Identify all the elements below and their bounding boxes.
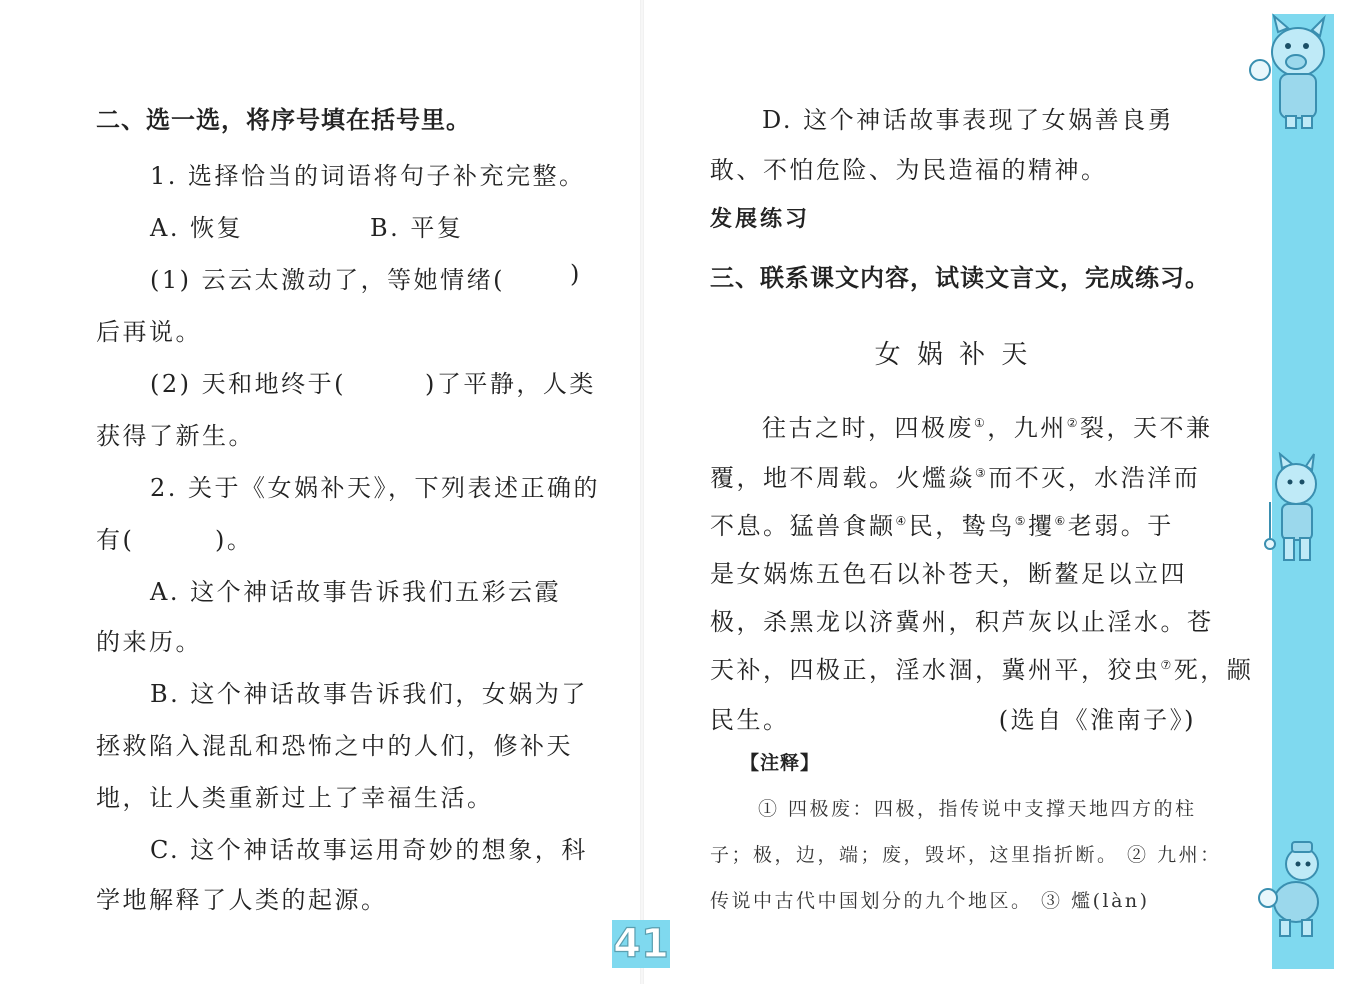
choice-b-line1: B. 这个神话故事告诉我们，女娲为了	[150, 680, 588, 708]
section-label: 发展练习	[710, 207, 811, 232]
page-gutter	[640, 0, 644, 984]
passage-line-7: 民生。 (选自《淮南子》)	[710, 700, 1196, 735]
passage-line-2: 覆，地不周载。火爁焱③而不灭，水浩洋而	[710, 464, 1201, 492]
sentence-2-part2: )了平静，人类	[425, 370, 596, 398]
page-number: 41	[613, 921, 669, 967]
sentence-1-blank-close: )	[570, 260, 582, 288]
choice-a-line1: A. 这个神话故事告诉我们五彩云霞	[150, 578, 562, 606]
passage-line-5: 极，杀黑龙以济冀州，积芦灰以止淫水。苍	[710, 608, 1214, 636]
note-line-2: 子；极，边，端；废，毁坏，这里指折断。 ② 九州：	[710, 844, 1222, 866]
choice-c-line2: 学地解释了人类的起源。	[96, 886, 388, 914]
question-2: 2. 关于《女娲补天》，下列表述正确的	[150, 474, 601, 502]
question-1: 1. 选择恰当的词语将句子补充完整。	[150, 162, 586, 190]
passage-source: (选自《淮南子》)	[998, 706, 1196, 734]
dog-mascot-icon	[1240, 836, 1332, 956]
note-line-3: 传说中古代中国划分的九个地区。 ③ 爁(làn)	[710, 890, 1150, 912]
passage-line-6: 天补，四极正，淫水涸，冀州平，狡虫⑦死，颛	[710, 656, 1254, 684]
choice-a-line2: 的来历。	[96, 628, 202, 656]
passage-line-3: 不息。猛兽食颛④民，鸷鸟⑤攫⑥老弱。于	[710, 512, 1174, 540]
question-2-blank-close: )。	[215, 526, 254, 554]
sentence-2: (2) 天和地终于(	[150, 370, 346, 398]
choice-d-line2: 敢、不怕危险、为民造福的精神。	[710, 156, 1108, 184]
option-b: B. 平复	[370, 214, 464, 242]
choice-b-line3: 地，让人类重新过上了幸福生活。	[96, 784, 494, 812]
choice-d-line1: D. 这个神话故事表现了女娲善良勇	[762, 106, 1175, 134]
choice-c-line1: C. 这个神话故事运用奇妙的想象，科	[150, 836, 588, 864]
sentence-1: (1) 云云太激动了，等她情绪(	[150, 266, 505, 294]
heading-section-2: 二、选一选，将序号填在括号里。	[96, 106, 471, 134]
passage-line-4: 是女娲炼五色石以补苍天，断鳌足以立四	[710, 560, 1187, 588]
note-line-1: ① 四极废：四极，指传说中支撑天地四方的柱	[758, 798, 1197, 820]
pig-mascot-icon	[1240, 12, 1332, 132]
option-a: A. 恢复	[150, 214, 244, 242]
notes-label: 【注释】	[740, 752, 821, 774]
passage-title: 女 娲 补 天	[874, 340, 1032, 370]
passage-line-1: 往古之时，四极废①，九州②裂，天不兼	[762, 414, 1213, 442]
sentence-1-cont: 后再说。	[96, 318, 202, 346]
choice-b-line2: 拯救陷入混乱和恐怖之中的人们，修补天	[96, 732, 573, 760]
wolf-mascot-icon	[1240, 452, 1332, 572]
question-2-blank: 有(	[96, 526, 135, 554]
sentence-2-cont: 获得了新生。	[96, 422, 255, 450]
heading-section-3: 三、联系课文内容，试读文言文，完成练习。	[710, 264, 1210, 292]
